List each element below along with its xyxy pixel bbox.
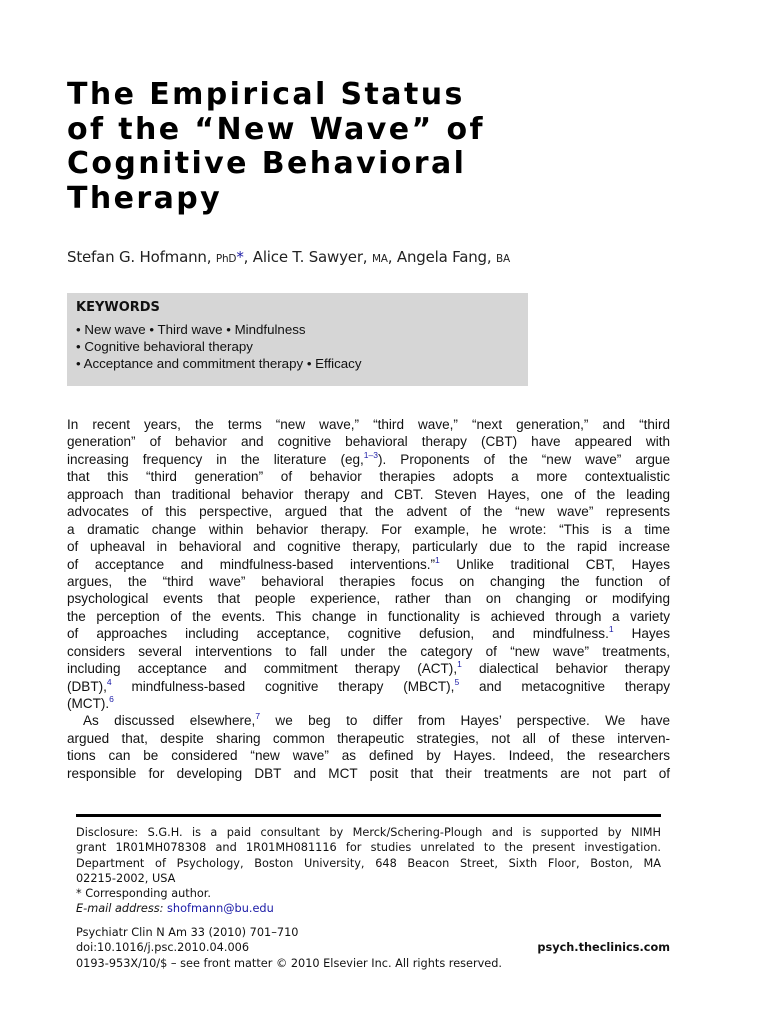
footnote-line: grant 1R01MH078308 and 1R01MH081116 for studies unrelated to the present investigation. [76,841,661,855]
body-line: argues, the “third wave” behavioral therapies focus on changing the function of [67,573,670,589]
body-line: of approaches including acceptance, cognitive defusion, and mindfulness.$^1$ Hayes [67,624,670,642]
title-line: Cognitive Behavioral [67,146,467,181]
citation-link[interactable]: 1 [435,554,440,565]
author-name: , Angela Fang, [387,248,492,266]
footnote-block [76,825,661,917]
footnote-line: 02215-2002, USA [76,871,176,885]
journal-site-link[interactable]: psych.theclinics.com [537,941,670,955]
citation-link[interactable]: 5 [454,676,460,687]
doi-link[interactable]: doi:10.1016/j.psc.2010.04.006 [76,941,250,955]
citation-link[interactable]: 1–3 [363,449,378,460]
author-name: Stefan G. Hofmann, [67,248,212,266]
body-line: that this “third generation” of behavior therapies adopts a more contextualistic [67,469,670,485]
article-title [67,78,627,216]
title-line: of the “New Wave” of [67,111,485,147]
body-line: advocates of this perspective, argued that the advent of the “new wave” represents [67,504,670,520]
body-line: of acceptance and mindfulness-based interventions.”$^1$ Unlike traditional CBT, Hayes [67,554,670,572]
title-line: Therapy [67,180,223,216]
footnote-divider [76,814,661,817]
author-degree: BA [495,253,510,265]
citation-link[interactable]: 1 [608,624,614,635]
author-degree: PhD [215,253,237,265]
email-line [76,901,661,916]
corresponding-author-note: * Corresponding author. [76,887,211,901]
body-line: approach than traditional behavior therapy and CBT. Steven Hayes, one of the leading [67,486,670,502]
author-degree: MA [371,253,388,265]
keyword-line: • Acceptance and commitment therapy • Efficacy [76,356,362,371]
citation-link[interactable]: 4 [106,676,112,687]
email-link[interactable]: shofmann@bu.edu [167,902,274,916]
body-line: responsible for developing DBT and MCT posit that their treatments are not part of [67,765,670,781]
body-text [67,416,670,782]
author-name: , Alice T. Sawyer, [243,248,368,266]
citation-link[interactable]: 6 [109,694,114,704]
body-line: As discussed elsewhere,$^7$ we beg to differ from Hayes’ perspective. We have [83,711,670,729]
corresponding-author-link[interactable]: * [236,248,244,266]
keywords-heading: KEYWORDS [76,300,160,315]
citation-link[interactable]: 1 [457,659,462,670]
footnote-line: Department of Psychology, Boston University, 648 Beacon Street, Sixth Floor, Boston, MA [76,856,661,870]
author-list [67,248,510,266]
body-line: considers several interventions to fall under the category of “new wave” treatments, [67,643,670,659]
body-line: increasing frequency in the literature (eg,$^{1-3}$). Proponents of the “new wave” argue [67,449,670,467]
journal-info [76,925,670,971]
body-line: (DBT),$^4$ mindfulness-based cognitive therapy (MBCT),$^5$ and metacognitive therapy [67,676,671,694]
keyword-line: • New wave • Third wave • Mindfulness [76,322,306,337]
copyright-line: 0193-953X/10/$ – see front matter © 2010 Elsevier Inc. All rights reserved. [76,956,503,970]
keywords-box [67,293,528,386]
body-line: the perception of the events. This change in functionality is achieved through a variety [67,608,670,624]
body-line: generation” of behavior and cognitive behavioral therapy (CBT) have appeared with [67,434,670,450]
body-line: argued that, despite sharing common therapeutic strategies, not all of these interven- [67,730,670,746]
email-label: E-mail address: [76,902,164,916]
body-line: a dramatic change within behavior therapy. For example, he wrote: “This is a time [67,521,670,537]
body-line: including acceptance and commitment therapy (ACT),$^1$ dialectical behavior therapy [67,659,670,677]
keyword-line: • Cognitive behavioral therapy [76,339,253,354]
body-line: of upheaval in behavioral and cognitive therapy, particularly due to the rapid increase [67,539,670,555]
body-line: psychological events that people experience, rather than on changing or modifying [67,591,670,607]
journal-citation: Psychiatr Clin N Am 33 (2010) 701–710 [76,926,299,939]
footnote-line: Disclosure: S.G.H. is a paid consultant by Merck/Schering-Plough and is supported by NIMH [76,826,661,839]
body-line: tions can be considered “new wave” as defined by Hayes. Indeed, the researchers [67,748,670,764]
title-line: The Empirical Status [67,77,465,112]
citation-link[interactable]: 7 [255,711,261,722]
body-line: (MCT).$^6$ [67,694,114,711]
body-line: In recent years, the terms “new wave,” “third wave,” “next generation,” and “third [67,417,670,432]
